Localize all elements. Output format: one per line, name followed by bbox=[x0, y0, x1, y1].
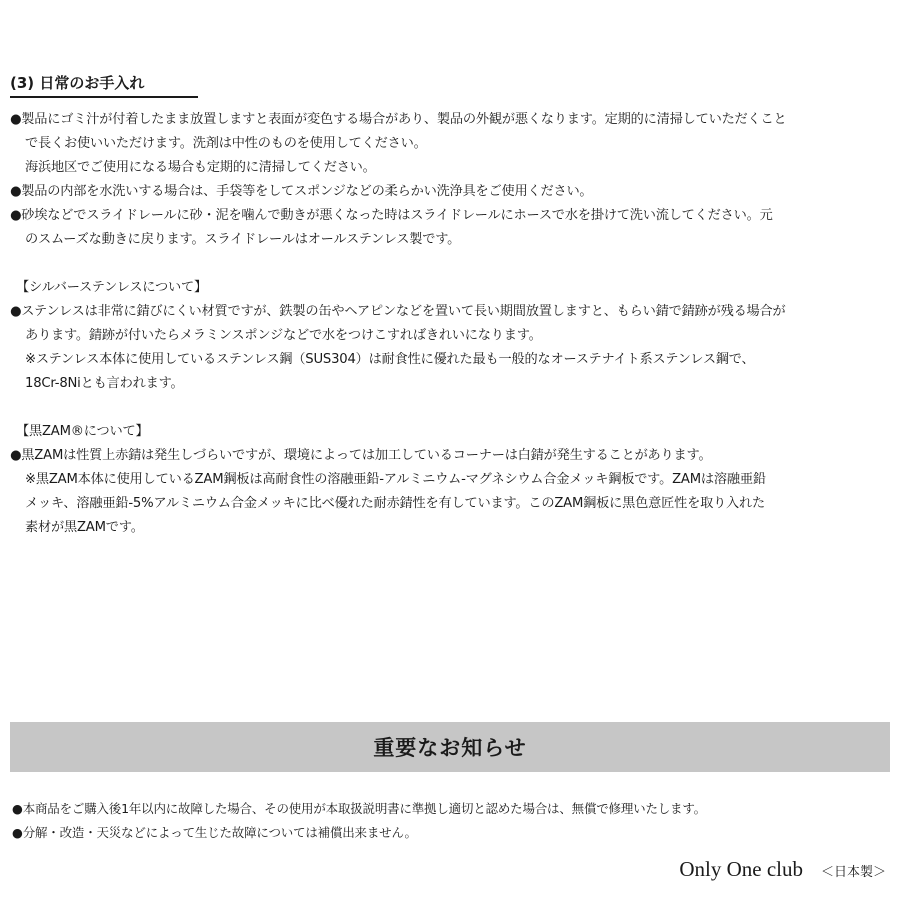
care-line: ●ステンレスは非常に錆びにくい材質ですが、鉄製の缶やヘアピンなどを置いて長い期間放置しますと、もらい錆で錆跡が残る場合が bbox=[10, 304, 786, 319]
care-note: 素材が黒ZAMです。 bbox=[25, 520, 144, 535]
care-note: ※黒ZAM本体に使用しているZAM鋼板は高耐食性の溶融亜鉛-アルミニウム-マグネシウム合金メッキ鋼板です。ZAMは溶融亜鉛 bbox=[25, 472, 766, 487]
care-section-heading: (3) 日常のお手入れ bbox=[10, 72, 198, 98]
care-line: ●製品にゴミ汁が付着したまま放置しますと表面が変色する場合があり、製品の外観が悪くなります。定期的に清掃していただくこと bbox=[10, 112, 787, 127]
care-note: ※ステンレス本体に使用しているステンレス鋼（SUS304）は耐食性に優れた最も一般的なオーステナイト系ステンレス鋼で、 bbox=[25, 352, 755, 367]
care-note: 18Cr-8Niとも言われます。 bbox=[25, 376, 184, 391]
notice-line: ●分解・改造・天災などによって生じた故障については補償出来ません。 bbox=[12, 825, 417, 840]
footer bbox=[679, 857, 886, 882]
notice-title: 重要なお知らせ bbox=[373, 736, 527, 760]
important-notice-banner bbox=[10, 722, 890, 772]
notice-line: ●本商品をご購入後1年以内に故障した場合、その使用が本取扱説明書に準拠し適切と認めた場合は、無償で修理いたします。 bbox=[12, 801, 706, 816]
subsection-heading-black-zam: 【黒ZAM®について】 bbox=[16, 424, 149, 439]
care-line: ●黒ZAMは性質上赤錆は発生しづらいですが、環境によっては加工しているコーナーは白錆が発生することがあります。 bbox=[10, 448, 712, 463]
notice-list bbox=[12, 797, 890, 845]
care-line: 海浜地区でご使用になる場合も定期的に清掃してください。 bbox=[25, 160, 376, 175]
spacer bbox=[10, 396, 892, 420]
care-instructions bbox=[10, 108, 892, 540]
care-line: あります。錆跡が付いたらメラミンスポンジなどで水をつけこすればきれいになります。 bbox=[25, 328, 542, 343]
care-line: ●砂埃などでスライドレールに砂・泥を噛んで動きが悪くなった時はスライドレールにホースで水を掛けて洗い流してください。元 bbox=[10, 208, 773, 223]
spacer bbox=[10, 252, 892, 276]
subsection-heading-silver-stainless: 【シルバーステンレスについて】 bbox=[16, 280, 207, 295]
care-line: で長くお使いいただけます。洗剤は中性のものを使用してください。 bbox=[25, 136, 427, 151]
care-note: メッキ、溶融亜鉛-5%アルミニウム合金メッキに比べ優れた耐赤錆性を有しています。このZAM鋼板に黒色意匠性を取り入れた bbox=[25, 496, 766, 511]
care-line: ●製品の内部を水洗いする場合は、手袋等をしてスポンジなどの柔らかい洗浄具をご使用ください。 bbox=[10, 184, 593, 199]
made-in-japan-label: ＜日本製＞ bbox=[820, 865, 886, 880]
care-line: のスムーズな動きに戻ります。スライドレールはオールステンレス製です。 bbox=[25, 232, 461, 247]
brand-name: Only One club bbox=[679, 857, 803, 881]
